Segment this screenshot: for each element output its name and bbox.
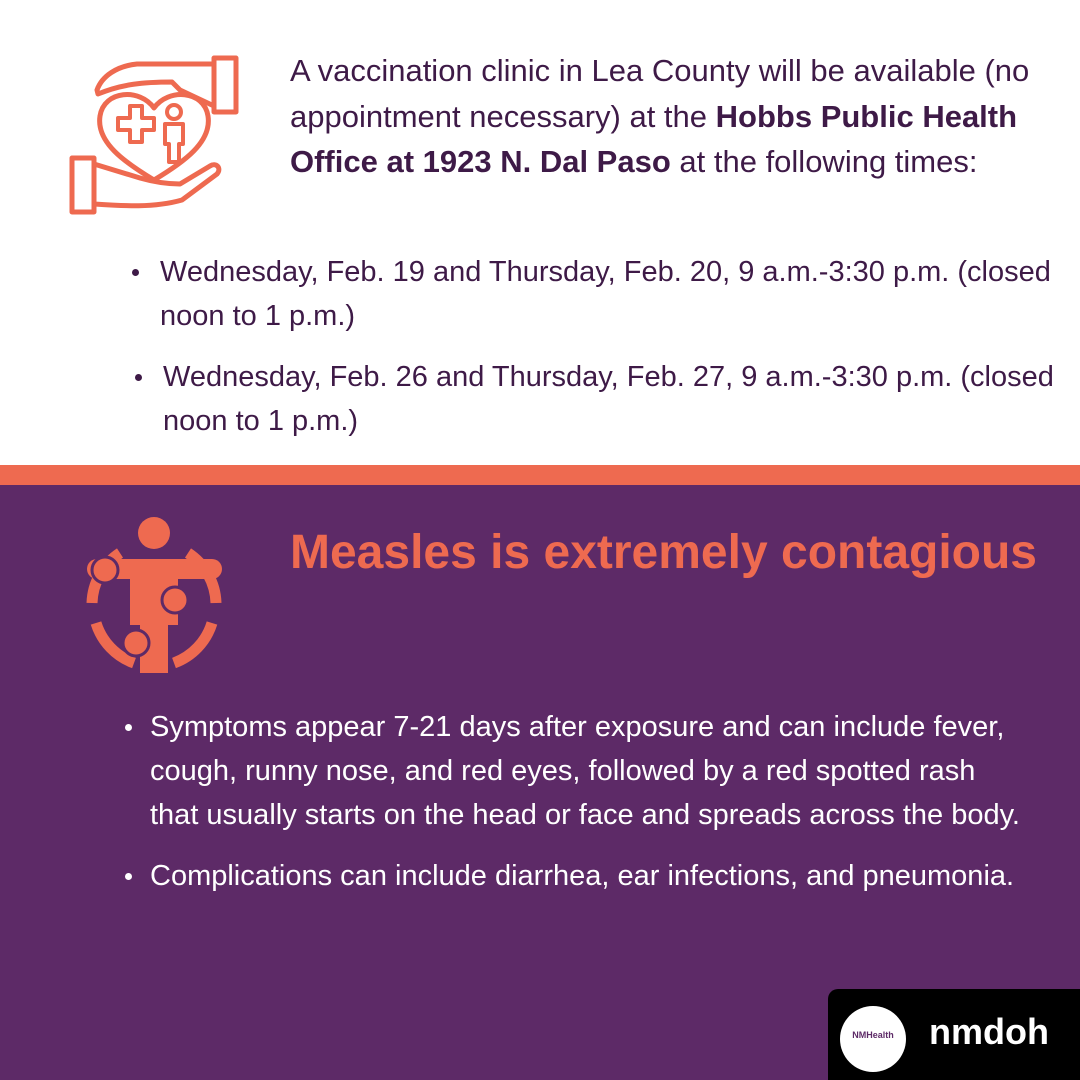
list-item: Symptoms appear 7-21 days after exposure and can include fever, cough, runny nose, and red eyes, followed by a red spotted rash that usually starts on the head or face and spreads across the body.	[150, 705, 1030, 837]
contagious-person-icon	[82, 515, 227, 675]
clinic-dates-list	[160, 250, 1060, 460]
clinic-intro-text-end: at the following times:	[670, 144, 978, 179]
list-item: Complications can include diarrhea, ear infections, and pneumonia.	[150, 854, 1030, 898]
nmhealth-logo	[840, 1006, 906, 1072]
account-badge[interactable]	[828, 989, 1080, 1080]
clinic-intro-text: A vaccination clinic in Lea County will be available (no appointment necessary) at the	[290, 53, 1030, 134]
clinic-section	[0, 0, 1080, 465]
clinic-location: Hobbs Public Health Office at 1923 N. Dal Paso	[290, 98, 1018, 179]
measles-headline: Measles is extremely contagious	[290, 526, 1037, 579]
nmhealth-logo-text: NMHealth	[852, 1030, 894, 1040]
clinic-intro	[290, 48, 1050, 185]
account-name: nmdoh	[929, 1011, 1049, 1052]
list-item: Wednesday, Feb. 19 and Thursday, Feb. 20, 9 a.m.-3:30 p.m. (closed noon to 1 p.m.)	[160, 250, 1060, 338]
hands-holding-heart-icon	[62, 50, 247, 220]
list-item: Wednesday, Feb. 26 and Thursday, Feb. 27, 9 a.m.-3:30 p.m. (closed noon to 1 p.m.)	[163, 355, 1063, 443]
measles-facts-list	[150, 705, 1030, 915]
section-divider	[0, 465, 1080, 485]
